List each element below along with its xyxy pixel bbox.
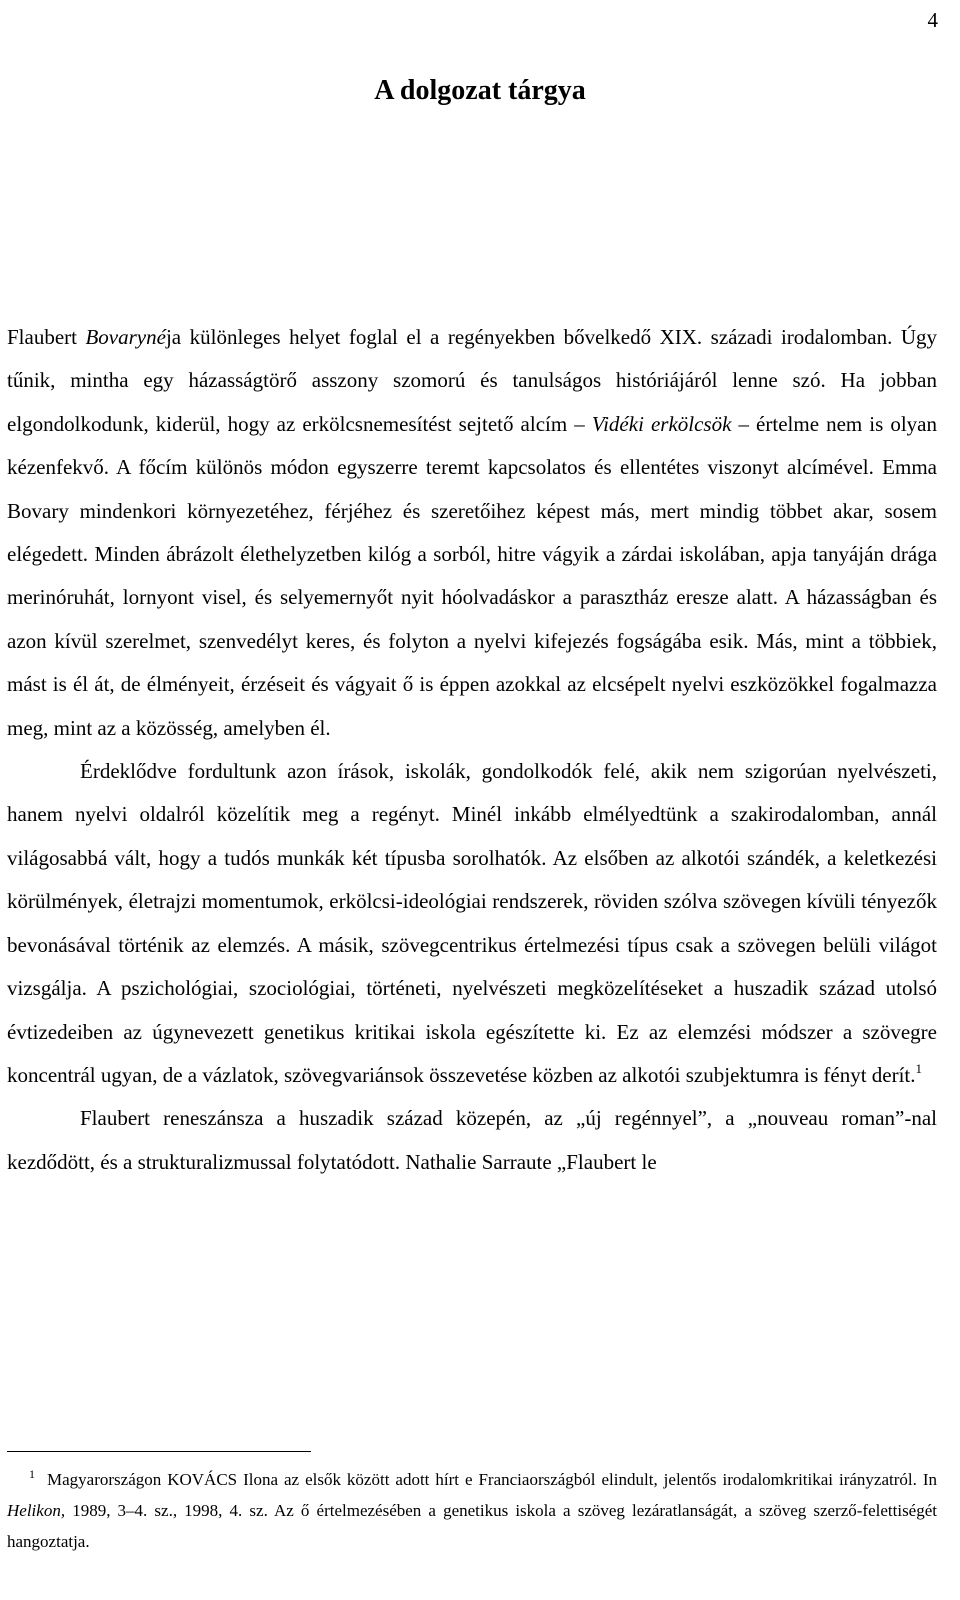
paragraph-1-text-a: Flaubert [7, 325, 86, 349]
paragraph-1-text-c: – értelme nem is olyan kézenfekvő. A főcím különös módon egyszerre teremt kapcsolatos és ellentétes viszonyt alcímével. Emma Bovary mindenkori környezetéhez, férjéhez és szeretőihez képest más, mert mindig többet akar, sosem elégedett. Minden ábrázolt élethelyzetben kilóg a sorból, hitre vágyik a zárdai iskolában, apja tanyáján drága merinóruhát, lornyont visel, és selyemernyőt nyit hóolvadáskor a parasztház eresze alatt. A házasságban és azon kívül szerelmet, szenvedélyt keres, és folyton a nyelvi kifejezés fogságába esik. Más, mint a többiek, mást is él át, de élményeit, érzéseit és vágyait ő is éppen azokkal az elcsépelt nyelvi eszközökkel fogalmazza meg, mint az a közösség, amelyben él. [7, 411, 937, 740]
paragraph-1-text-b: ja különleges helyet foglal el a regényekben bővelkedő XIX. századi irodalomban. Úgy tűnik, mintha egy házasságtörő asszony szomorú és tanulságos históriájáról lenne szó. Ha jobban elgondolkodunk, kiderül, hogy az erkölcsnemesítést sejtető alcím – [7, 325, 938, 436]
body-text [7, 316, 937, 1184]
footnote-text-b: 1989, 3–4. sz., 1998, 4. sz. Az ő értelmezésében a genetikus iskola a szöveg lezáratlanságát, a szöveg szerző-felettiségét hangoztatja. [7, 1501, 937, 1551]
footnote-divider [7, 1451, 311, 1452]
novel-title-italic: Bovaryné [85, 325, 166, 349]
page-number: 4 [927, 8, 938, 32]
footnote-number: 1 [29, 1467, 35, 1481]
footnote [7, 1464, 937, 1557]
subtitle-italic: Vidéki erkölcsök [591, 411, 732, 436]
page-title: A dolgozat tárgya [374, 75, 586, 106]
paragraph-2 [7, 750, 937, 1097]
paragraph-1 [7, 316, 937, 750]
paragraph-3 [7, 1097, 937, 1184]
paragraph-3-text: Flaubert reneszánsza a huszadik század közepén, az „új regénnyel”, a „nouveau roman”-nal kezdődött, és a strukturalizmussal folytatódott. Nathalie Sarraute „Flaubert le [7, 1106, 937, 1174]
footnote-text-a: Magyarországon KOVÁCS Ilona az elsők között adott hírt e Franciaországból elindult, jelentős irodalomkritikai irányzatról. In [47, 1470, 937, 1489]
footnote-reference[interactable]: 1 [915, 1060, 923, 1076]
journal-title-italic: Helikon, [7, 1501, 66, 1520]
paragraph-2-text: Érdeklődve fordultunk azon írások, iskolák, gondolkodók felé, akik nem szigorúan nyelvészeti, hanem nyelvi oldalról közelítik meg a regényt. Minél inkább elmélyedtünk a szakirodalomban, annál világosabbá vált, hogy a tudós munkák két típusba sorolhatók. Az elsőben az alkotói szándék, a keletkezési körülmények, életrajzi momentumok, erkölcsi-ideológiai rendszerek, röviden szólva szövegen kívüli tényezők bevonásával történik az elemzés. A másik, szövegcentrikus értelmezési típus csak a szövegen belüli világot vizsgálja. A pszichológiai, szociológiai, történeti, nyelvészeti megközelítéseket a huszadik század utolsó évtizedeiben az úgynevezett genetikus kritikai iskola egészítette ki. Ez az elemzési módszer a szövegre koncentrál ugyan, de a vázlatok, szövegvariánsok összevetése közben az alkotói szubjektumra is fényt derít. [7, 759, 937, 1087]
